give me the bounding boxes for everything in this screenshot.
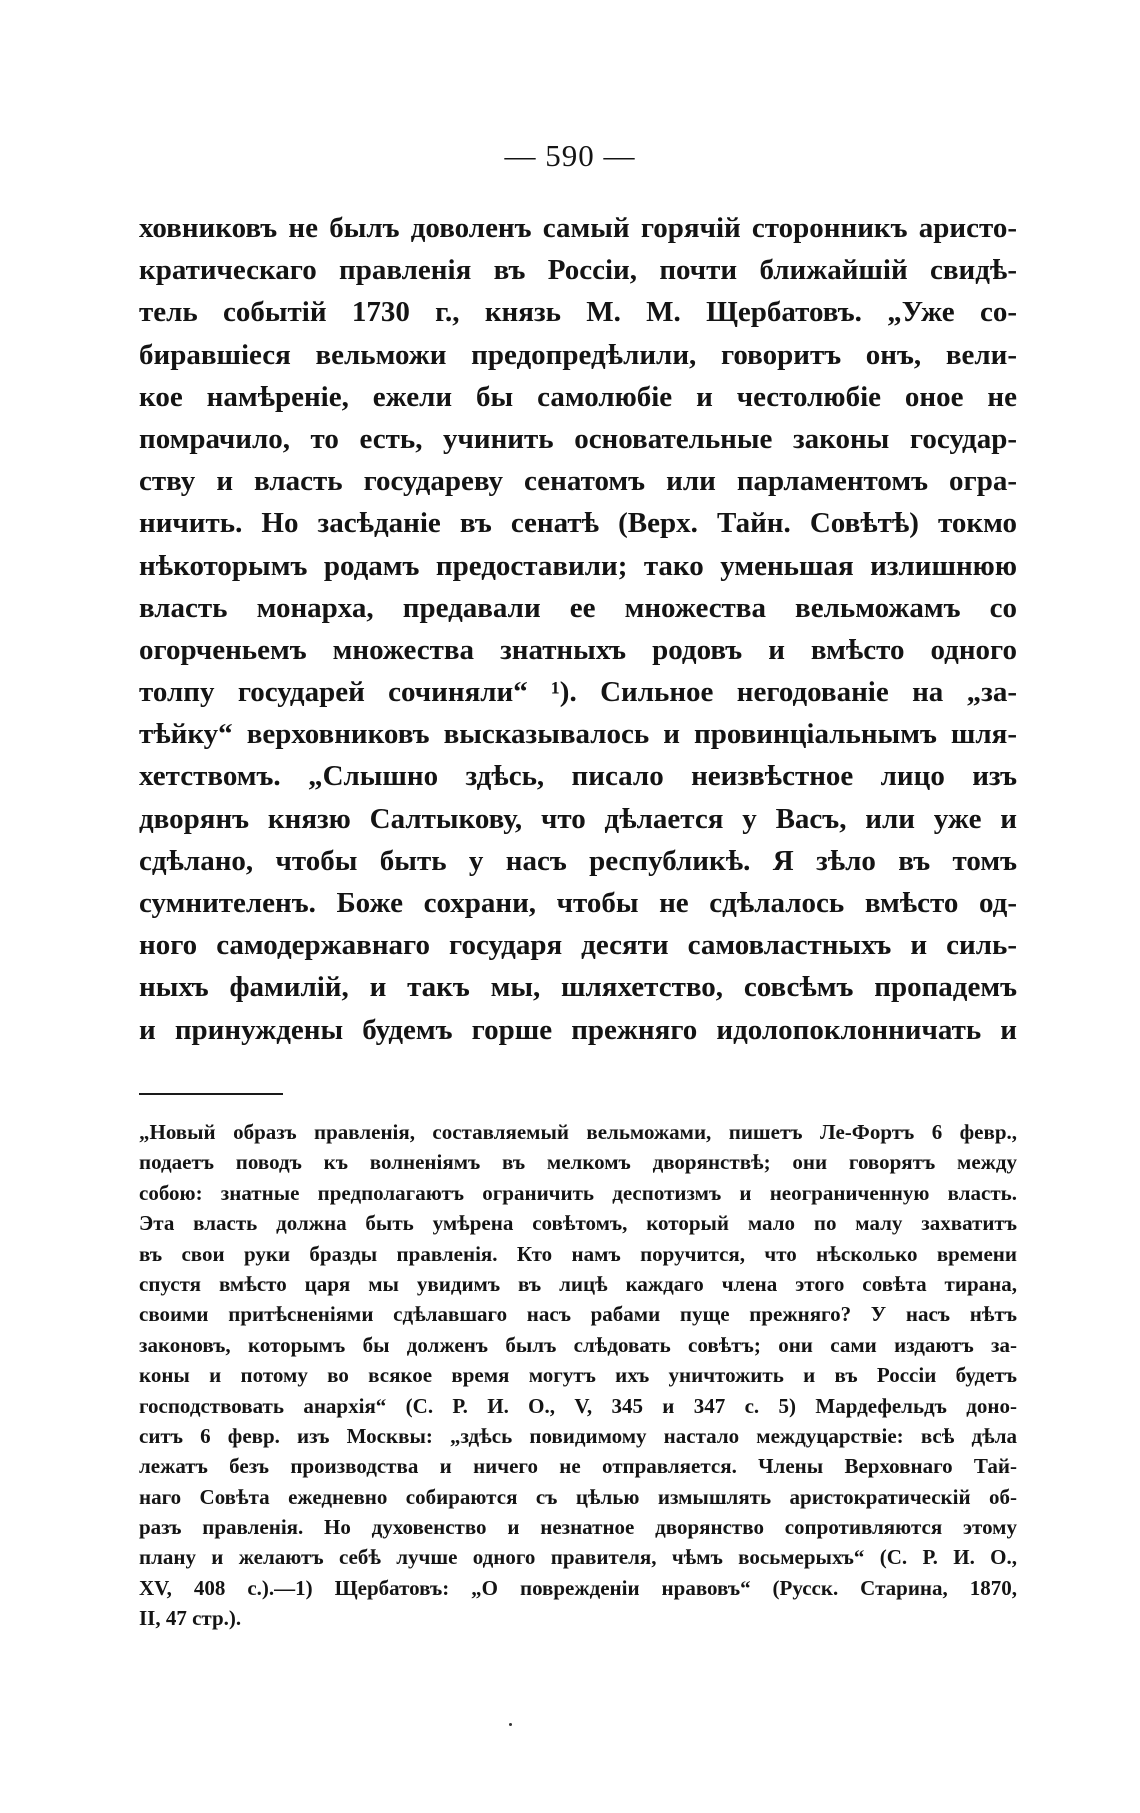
footnote-line: разъ правленія. Но духовенство и незнатное дворянство сопротивляются этому <box>139 1515 1017 1540</box>
footnote-line: собою: знатные предполагаютъ ограничить деспотизмъ и неограниченную власть. <box>139 1180 1017 1205</box>
footnote-line: своими притѣсненіями сдѣлавшаго насъ рабами пуще прежняго? У насъ нѣтъ <box>139 1302 1017 1327</box>
footnote-line: лежатъ безъ производства и ничего не отправляется. Члены Верховнаго Тай- <box>139 1454 1017 1479</box>
body-line: огорченьемъ множества знатныхъ родовъ и вмѣсто одного <box>139 633 1017 666</box>
footnote-line: спустя вмѣсто царя мы увидимъ въ лицѣ каждаго члена этого совѣта тирана, <box>139 1271 1017 1296</box>
footnote-line: Эта власть должна быть умѣрена совѣтомъ, который мало по малу захватитъ <box>139 1211 1017 1236</box>
body-line: ничить. Но засѣданіе въ сенатѣ (Верх. Тайн. Совѣтѣ) токмо <box>139 507 1017 540</box>
footnote-line: II, 47 стр.). <box>139 1606 242 1631</box>
body-line: тель событій 1730 г., князь М. М. Щербатовъ. „Уже со- <box>139 296 1017 329</box>
body-line: толпу государей сочиняли“ ¹). Сильное негодованіе на „за- <box>139 676 1017 709</box>
body-line: нѣкоторымъ родамъ предоставили; тако уменьшая излишнюю <box>139 549 1017 582</box>
footnote-text <box>139 1117 1017 1634</box>
body-line: дворянъ князю Салтыкову, что дѣлается у Васъ, или уже и <box>139 802 1017 835</box>
body-line: хетствомъ. „Слышно здѣсь, писало неизвѣстное лицо изъ <box>139 760 1017 793</box>
body-line: сумнителенъ. Боже сохрани, чтобы не сдѣлалось вмѣсто од- <box>139 887 1017 919</box>
footnote-line: въ свои руки бразды правленія. Кто намъ поручится, что нѣсколько времени <box>139 1241 1017 1266</box>
body-line: ховниковъ не былъ доволенъ самый горячій сторонникъ аристо- <box>139 212 1017 244</box>
body-line: и принуждены будемъ горше прежняго идолопоклонничать и <box>139 1013 1017 1046</box>
body-line: биравшіеся вельможи предопредѣлили, говоритъ онъ, вели- <box>139 338 1017 371</box>
body-line: ныхъ фамилій, и такъ мы, шляхетство, совсѣмъ пропадемъ <box>139 971 1017 1004</box>
body-line: ного самодержавнаго государя десяти самовластныхъ и силь- <box>139 929 1017 962</box>
footnote-line: законовъ, которымъ бы долженъ былъ слѣдовать совѣтъ; они сами издаютъ за- <box>139 1332 1017 1357</box>
footnote-line: „Новый образъ правленія, составляемый вельможами, пишетъ Ле-Фортъ 6 февр., <box>139 1120 1017 1144</box>
print-speck <box>509 1723 512 1726</box>
footnote-line: господствовать анархія“ (С. Р. И. О., V, 345 и 347 с. 5) Мардефельдъ доно- <box>139 1393 1017 1418</box>
body-line: помрачило, то есть, учинить основательные законы государ- <box>139 422 1017 455</box>
footnote-line: наго Совѣта ежедневно собираются съ цѣлью измышлять аристократическій об- <box>139 1484 1017 1509</box>
body-line: кратическаго правленія въ Россіи, почти ближайшій свидѣ- <box>139 254 1017 287</box>
body-line: тѣйку“ верховниковъ высказывалось и провинціальнымъ шля- <box>139 718 1017 751</box>
body-line: ству и власть государеву сенатомъ или парламентомъ огра- <box>139 465 1017 498</box>
footnote-line: плану и желаютъ себѣ лучше одного правителя, чѣмъ восьмерыхъ“ (С. Р. И. О., <box>139 1545 1017 1570</box>
footnote-divider <box>139 1093 283 1095</box>
body-line: сдѣлано, чтобы быть у насъ республикѣ. Я зѣло въ томъ <box>139 844 1017 877</box>
page-number: — 590 — <box>504 138 636 173</box>
body-text <box>139 207 1017 1051</box>
footnote-line: коны и потому во всякое время могутъ ихъ уничтожить и въ Россіи будетъ <box>139 1363 1017 1388</box>
footnote-line: ситъ 6 февр. изъ Москвы: „здѣсь повидимому настало междуцарствіе: всѣ дѣла <box>139 1423 1017 1448</box>
footnote-line: XV, 408 с.).—1) Щербатовъ: „О поврежденіи нравовъ“ (Русск. Старина, 1870, <box>139 1575 1017 1600</box>
body-line: власть монарха, предавали ее множества вельможамъ со <box>139 591 1017 624</box>
footnote-line: подаетъ поводъ къ волненіямъ въ мелкомъ дворянствѣ; они говорятъ между <box>139 1150 1017 1175</box>
body-line: кое намѣреніе, ежели бы самолюбіе и честолюбіе оное не <box>139 380 1017 413</box>
